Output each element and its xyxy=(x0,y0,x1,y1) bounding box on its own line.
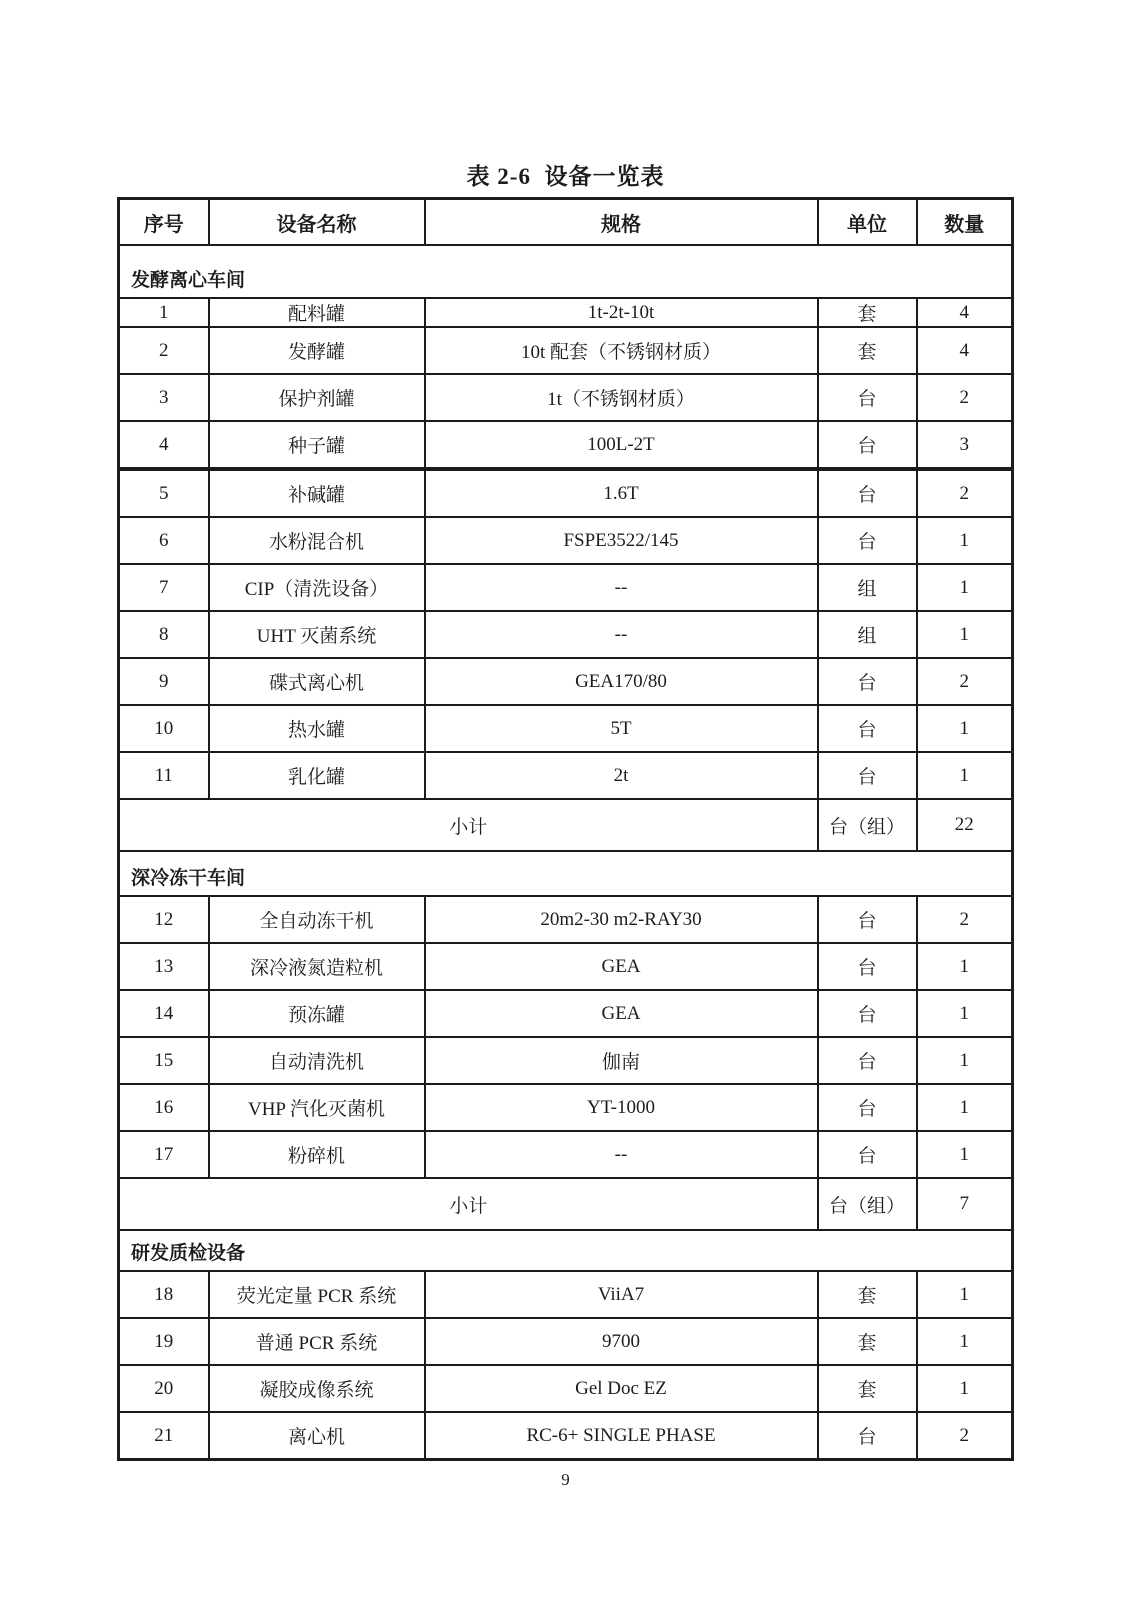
section-label: 发酵离心车间 xyxy=(119,245,1013,298)
cell-name: 发酵罐 xyxy=(209,327,425,374)
cell-no: 3 xyxy=(119,374,209,421)
cell-unit: 台 xyxy=(818,705,917,752)
cell-spec: Gel Doc EZ xyxy=(425,1365,818,1412)
cell-spec: 100L-2T xyxy=(425,421,818,469)
section-band xyxy=(119,1230,1013,1271)
cell-unit: 台 xyxy=(818,658,917,705)
cell-qty: 1 xyxy=(917,752,1013,799)
cell-qty: 4 xyxy=(917,327,1013,374)
cell-qty: 1 xyxy=(917,990,1013,1037)
cell-unit: 套 xyxy=(818,298,917,327)
cell-unit: 套 xyxy=(818,1365,917,1412)
cell-no: 13 xyxy=(119,943,209,990)
cell-qty: 1 xyxy=(917,1131,1013,1178)
table-row xyxy=(119,896,1013,943)
section-label: 研发质检设备 xyxy=(119,1230,1013,1271)
cell-unit: 组 xyxy=(818,611,917,658)
cell-name: 种子罐 xyxy=(209,421,425,469)
column-header: 数量 xyxy=(917,199,1013,246)
section-band xyxy=(119,245,1013,298)
cell-qty: 1 xyxy=(917,564,1013,611)
cell-unit: 台 xyxy=(818,896,917,943)
cell-spec: ViiA7 xyxy=(425,1271,818,1318)
cell-qty: 2 xyxy=(917,658,1013,705)
cell-qty: 2 xyxy=(917,1412,1013,1460)
table-row xyxy=(119,658,1013,705)
cell-qty: 4 xyxy=(917,298,1013,327)
cell-name: VHP 汽化灭菌机 xyxy=(209,1084,425,1131)
cell-no: 18 xyxy=(119,1271,209,1318)
cell-name: 碟式离心机 xyxy=(209,658,425,705)
column-header: 单位 xyxy=(818,199,917,246)
subtotal-unit: 台（组） xyxy=(818,799,917,851)
cell-spec: -- xyxy=(425,611,818,658)
cell-name: 全自动冻干机 xyxy=(209,896,425,943)
subtotal-qty: 22 xyxy=(917,799,1013,851)
cell-qty: 1 xyxy=(917,611,1013,658)
cell-qty: 2 xyxy=(917,469,1013,517)
cell-unit: 台 xyxy=(818,990,917,1037)
cell-spec: GEA xyxy=(425,990,818,1037)
page-title: 表 2-6 设备一览表 xyxy=(466,164,665,189)
subtotal-row xyxy=(119,799,1013,851)
cell-unit: 套 xyxy=(818,1318,917,1365)
cell-name: UHT 灭菌系统 xyxy=(209,611,425,658)
cell-no: 19 xyxy=(119,1318,209,1365)
table-row xyxy=(119,1037,1013,1084)
cell-name: 补碱罐 xyxy=(209,469,425,517)
cell-name: 普通 PCR 系统 xyxy=(209,1318,425,1365)
cell-name: 乳化罐 xyxy=(209,752,425,799)
cell-unit: 套 xyxy=(818,1271,917,1318)
cell-unit: 台 xyxy=(818,943,917,990)
cell-no: 5 xyxy=(119,469,209,517)
column-header: 序号 xyxy=(119,199,209,246)
cell-unit: 台 xyxy=(818,421,917,469)
cell-unit: 台 xyxy=(818,1412,917,1460)
cell-no: 4 xyxy=(119,421,209,469)
cell-no: 11 xyxy=(119,752,209,799)
cell-name: 粉碎机 xyxy=(209,1131,425,1178)
cell-spec: 伽南 xyxy=(425,1037,818,1084)
table-row xyxy=(119,1084,1013,1131)
table-row xyxy=(119,943,1013,990)
cell-spec: RC-6+ SINGLE PHASE xyxy=(425,1412,818,1460)
cell-no: 20 xyxy=(119,1365,209,1412)
cell-spec: -- xyxy=(425,564,818,611)
cell-unit: 台 xyxy=(818,469,917,517)
cell-name: CIP（清洗设备） xyxy=(209,564,425,611)
cell-no: 15 xyxy=(119,1037,209,1084)
cell-name: 热水罐 xyxy=(209,705,425,752)
table-row xyxy=(119,517,1013,564)
cell-unit: 台 xyxy=(818,517,917,564)
column-header: 设备名称 xyxy=(209,199,425,246)
cell-spec: 1.6T xyxy=(425,469,818,517)
table-row xyxy=(119,1412,1013,1460)
cell-name: 配料罐 xyxy=(209,298,425,327)
header-row xyxy=(119,199,1013,246)
cell-spec: GEA xyxy=(425,943,818,990)
table-body xyxy=(119,245,1013,1460)
cell-name: 荧光定量 PCR 系统 xyxy=(209,1271,425,1318)
table-row xyxy=(119,1131,1013,1178)
subtotal-unit: 台（组） xyxy=(818,1178,917,1230)
cell-spec: 1t（不锈钢材质） xyxy=(425,374,818,421)
cell-no: 21 xyxy=(119,1412,209,1460)
cell-unit: 台 xyxy=(818,1037,917,1084)
table-row xyxy=(119,752,1013,799)
cell-spec: 20m2-30 m2-RAY30 xyxy=(425,896,818,943)
cell-spec: 9700 xyxy=(425,1318,818,1365)
cell-no: 10 xyxy=(119,705,209,752)
table-header xyxy=(119,199,1013,246)
cell-no: 17 xyxy=(119,1131,209,1178)
cell-qty: 2 xyxy=(917,896,1013,943)
subtotal-row xyxy=(119,1178,1013,1230)
cell-qty: 2 xyxy=(917,374,1013,421)
column-header: 规格 xyxy=(425,199,818,246)
cell-no: 8 xyxy=(119,611,209,658)
cell-name: 预冻罐 xyxy=(209,990,425,1037)
cell-qty: 1 xyxy=(917,517,1013,564)
table-row xyxy=(119,1318,1013,1365)
cell-spec: YT-1000 xyxy=(425,1084,818,1131)
table-row xyxy=(119,298,1013,327)
cell-no: 7 xyxy=(119,564,209,611)
cell-spec: 2t xyxy=(425,752,818,799)
table-row xyxy=(119,1271,1013,1318)
cell-qty: 1 xyxy=(917,1365,1013,1412)
cell-no: 6 xyxy=(119,517,209,564)
cell-qty: 3 xyxy=(917,421,1013,469)
cell-name: 保护剂罐 xyxy=(209,374,425,421)
cell-no: 1 xyxy=(119,298,209,327)
section-band xyxy=(119,851,1013,896)
cell-qty: 1 xyxy=(917,1084,1013,1131)
cell-no: 9 xyxy=(119,658,209,705)
table-row xyxy=(119,1365,1013,1412)
table-row xyxy=(119,705,1013,752)
cell-no: 14 xyxy=(119,990,209,1037)
cell-name: 深冷液氮造粒机 xyxy=(209,943,425,990)
cell-no: 12 xyxy=(119,896,209,943)
table-row xyxy=(119,469,1013,517)
subtotal-label: 小计 xyxy=(119,1178,818,1230)
cell-spec: 1t-2t-10t xyxy=(425,298,818,327)
cell-name: 自动清洗机 xyxy=(209,1037,425,1084)
section-label: 深冷冻干车间 xyxy=(119,851,1013,896)
equipment-table xyxy=(117,197,1014,1461)
cell-unit: 套 xyxy=(818,327,917,374)
cell-unit: 台 xyxy=(818,374,917,421)
cell-qty: 1 xyxy=(917,943,1013,990)
cell-spec: GEA170/80 xyxy=(425,658,818,705)
cell-qty: 1 xyxy=(917,1318,1013,1365)
cell-spec: FSPE3522/145 xyxy=(425,517,818,564)
cell-spec: -- xyxy=(425,1131,818,1178)
cell-spec: 5T xyxy=(425,705,818,752)
subtotal-qty: 7 xyxy=(917,1178,1013,1230)
table-row xyxy=(119,564,1013,611)
cell-no: 2 xyxy=(119,327,209,374)
cell-name: 凝胶成像系统 xyxy=(209,1365,425,1412)
cell-unit: 台 xyxy=(818,752,917,799)
cell-unit: 台 xyxy=(818,1131,917,1178)
table-row xyxy=(119,421,1013,469)
cell-unit: 组 xyxy=(818,564,917,611)
cell-spec: 10t 配套（不锈钢材质） xyxy=(425,327,818,374)
cell-name: 离心机 xyxy=(209,1412,425,1460)
table-row xyxy=(119,611,1013,658)
table-row xyxy=(119,990,1013,1037)
cell-name: 水粉混合机 xyxy=(209,517,425,564)
cell-unit: 台 xyxy=(818,1084,917,1131)
page-number: 9 xyxy=(561,1470,570,1489)
cell-qty: 1 xyxy=(917,1037,1013,1084)
subtotal-label: 小计 xyxy=(119,799,818,851)
cell-qty: 1 xyxy=(917,705,1013,752)
table-row xyxy=(119,374,1013,421)
cell-qty: 1 xyxy=(917,1271,1013,1318)
table-row xyxy=(119,327,1013,374)
cell-no: 16 xyxy=(119,1084,209,1131)
